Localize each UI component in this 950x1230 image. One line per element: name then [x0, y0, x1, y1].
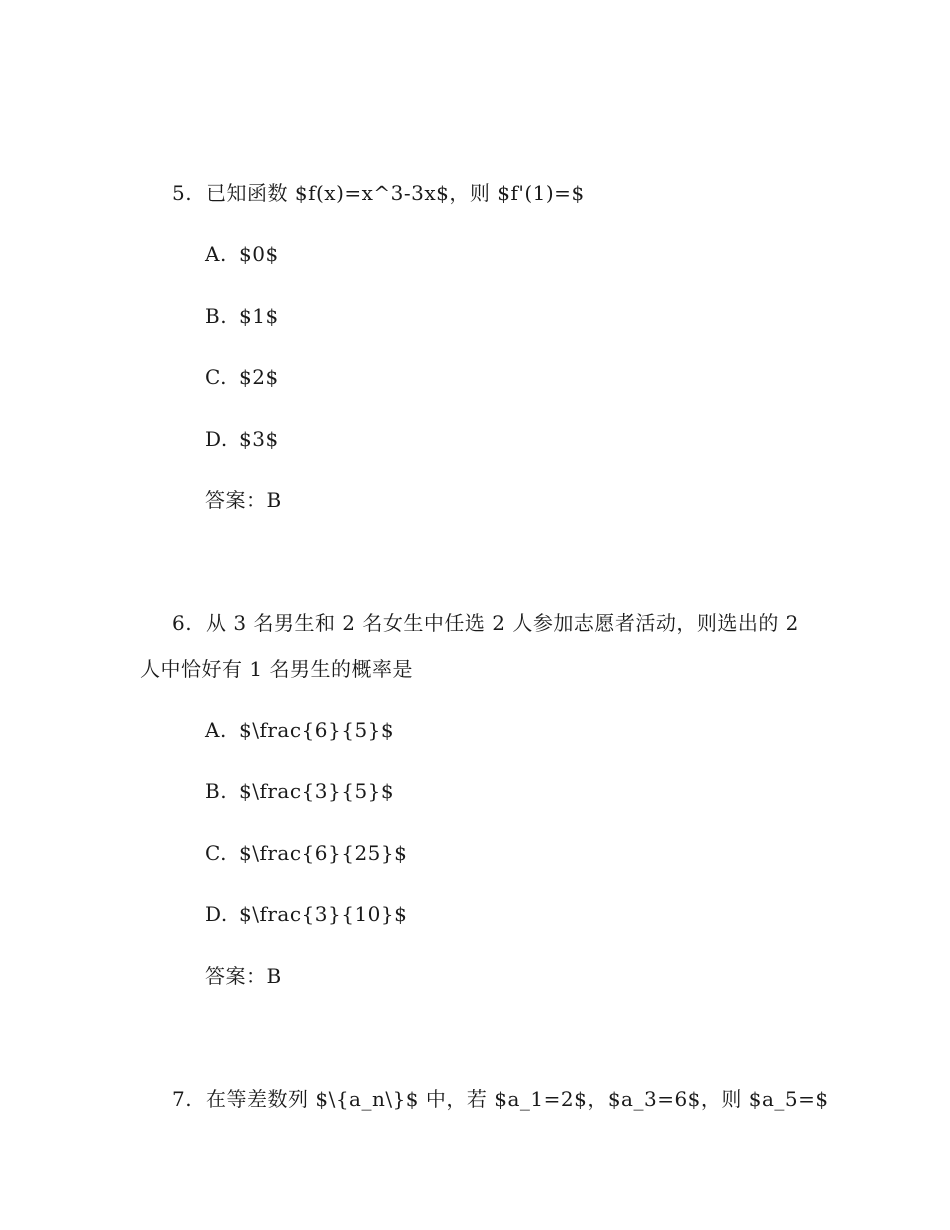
question-text: 在等差数列 $\{a_n\}$ 中，若 $a_1=2$，$a_3=6$，则 $a_5=$: [206, 1087, 829, 1111]
question-6-option-d: [205, 902, 407, 926]
question-6-option-c: [205, 841, 407, 865]
option-text: $1$: [239, 304, 279, 328]
option-text: $\frac{3}{5}$: [239, 779, 395, 803]
option-text: $\frac{6}{5}$: [239, 718, 395, 742]
option-label: A.: [205, 718, 227, 742]
question-6-stem: [172, 611, 799, 635]
question-5-option-c: [205, 365, 279, 389]
question-number: 6.: [172, 611, 193, 635]
option-label: C.: [205, 841, 227, 865]
option-label: D.: [205, 427, 228, 451]
question-5-option-a: [205, 242, 279, 266]
question-7-stem: [172, 1087, 829, 1111]
option-text: $\frac{6}{25}$: [239, 841, 408, 865]
question-6-option-b: [205, 779, 394, 803]
question-text: 从 3 名男生和 2 名女生中任选 2 人参加志愿者活动，则选出的 2: [206, 611, 799, 635]
option-label: A.: [205, 242, 227, 266]
question-6-answer: 答案：B: [205, 964, 282, 988]
question-text: 已知函数 $f(x)=x^3-3x$，则 $f'(1)=$: [206, 181, 585, 205]
option-text: $3$: [239, 427, 279, 451]
option-label: D.: [205, 902, 228, 926]
question-6-stem-continued: 人中恰好有 1 名男生的概率是: [140, 657, 413, 681]
option-label: C.: [205, 365, 227, 389]
option-text: $\frac{3}{10}$: [239, 902, 408, 926]
option-label: B.: [205, 779, 228, 803]
question-5-option-d: [205, 427, 279, 451]
option-text: $0$: [239, 242, 279, 266]
question-5-stem: [172, 181, 585, 205]
question-5-answer: 答案：B: [205, 488, 282, 512]
question-6-option-a: [205, 718, 394, 742]
option-label: B.: [205, 304, 228, 328]
question-number: 7.: [172, 1087, 193, 1111]
question-5-option-b: [205, 304, 279, 328]
option-text: $2$: [239, 365, 279, 389]
question-number: 5.: [172, 181, 193, 205]
